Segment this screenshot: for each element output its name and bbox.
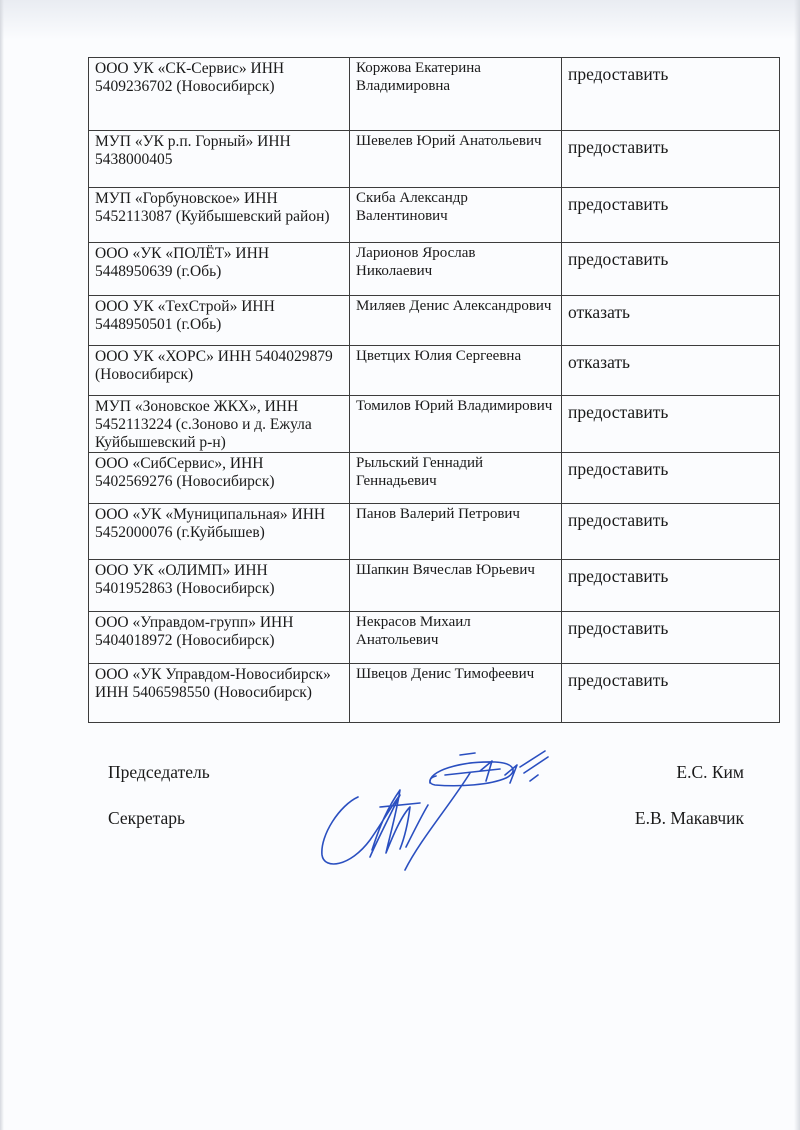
person-cell: Томилов Юрий Владимирович xyxy=(350,396,562,453)
organization-cell: ООО УК «ТехСтрой» ИНН 5448950501 (г.Обь) xyxy=(89,296,350,346)
decision-cell: предоставить xyxy=(562,243,780,296)
signature-ink xyxy=(322,751,548,870)
table-row xyxy=(89,243,780,296)
person-cell: Миляев Денис Александрович xyxy=(350,296,562,346)
organization-cell: ООО «СибСервис», ИНН 5402569276 (Новосибирск) xyxy=(89,453,350,504)
person-cell: Шевелев Юрий Анатольевич xyxy=(350,131,562,188)
scan-shadow-right xyxy=(794,0,800,1130)
decision-cell: предоставить xyxy=(562,560,780,612)
person-cell: Цветцих Юлия Сергеевна xyxy=(350,346,562,396)
organization-cell: МУП «Зоновское ЖКХ», ИНН 5452113224 (с.Зоново и д. Ежула Куйбышевский р-н) xyxy=(89,396,350,453)
table-row xyxy=(89,453,780,504)
person-cell: Панов Валерий Петрович xyxy=(350,504,562,560)
person-cell: Скиба Александр Валентинович xyxy=(350,188,562,243)
decision-cell: предоставить xyxy=(562,131,780,188)
table-row xyxy=(89,188,780,243)
chairman-role-label: Председатель xyxy=(108,762,210,782)
table-row xyxy=(89,131,780,188)
decision-cell: отказать xyxy=(562,346,780,396)
table-row xyxy=(89,58,780,131)
organization-cell: МУП «Горбуновское» ИНН 5452113087 (Куйбышевский район) xyxy=(89,188,350,243)
secretary-role-label: Секретарь xyxy=(108,808,186,828)
organization-cell: МУП «УК р.п. Горный» ИНН 5438000405 xyxy=(89,131,350,188)
organization-cell: ООО «УК «Муниципальная» ИНН 5452000076 (г.Куйбышев) xyxy=(89,504,350,560)
decision-cell: предоставить xyxy=(562,453,780,504)
decision-cell: предоставить xyxy=(562,396,780,453)
decision-cell: предоставить xyxy=(562,664,780,723)
person-cell: Коржова Екатерина Владимировна xyxy=(350,58,562,131)
table-row xyxy=(89,296,780,346)
decision-cell: предоставить xyxy=(562,504,780,560)
person-cell: Рыльский Геннадий Геннадьевич xyxy=(350,453,562,504)
person-cell: Шапкин Вячеслав Юрьевич xyxy=(350,560,562,612)
organization-cell: ООО УК «ОЛИМП» ИНН 5401952863 (Новосибирск) xyxy=(89,560,350,612)
table-row xyxy=(89,560,780,612)
chairman-signature xyxy=(405,751,548,870)
organization-cell: ООО «УК Управдом-Новосибирск» ИНН 5406598550 (Новосибирск) xyxy=(89,664,350,723)
secretary-name: Е.В. Макавчик xyxy=(634,808,744,828)
organization-cell: ООО УК «ХОРС» ИНН 5404029879 (Новосибирск) xyxy=(89,346,350,396)
person-cell: Швецов Денис Тимофеевич xyxy=(350,664,562,723)
secretary-signature xyxy=(322,790,428,864)
person-cell: Ларионов Ярослав Николаевич xyxy=(350,243,562,296)
table-row xyxy=(89,612,780,664)
decision-cell: предоставить xyxy=(562,612,780,664)
decision-cell: отказать xyxy=(562,296,780,346)
decisions-table xyxy=(88,57,780,723)
decision-cell: предоставить xyxy=(562,188,780,243)
table-row xyxy=(89,396,780,453)
table-row xyxy=(89,664,780,723)
organization-cell: ООО УК «СК-Сервис» ИНН 5409236702 (Новосибирск) xyxy=(89,58,350,131)
handwritten-signatures xyxy=(310,745,570,880)
person-cell: Некрасов Михаил Анатольевич xyxy=(350,612,562,664)
scan-shadow-top xyxy=(0,0,800,40)
organization-cell: ООО «УК «ПОЛЁТ» ИНН 5448950639 (г.Обь) xyxy=(89,243,350,296)
chairman-name: Е.С. Ким xyxy=(676,762,744,782)
scan-shadow-left xyxy=(0,0,4,1130)
decision-cell: предоставить xyxy=(562,58,780,131)
table-row xyxy=(89,346,780,396)
organization-cell: ООО «Управдом-групп» ИНН 5404018972 (Новосибирск) xyxy=(89,612,350,664)
table-row xyxy=(89,504,780,560)
